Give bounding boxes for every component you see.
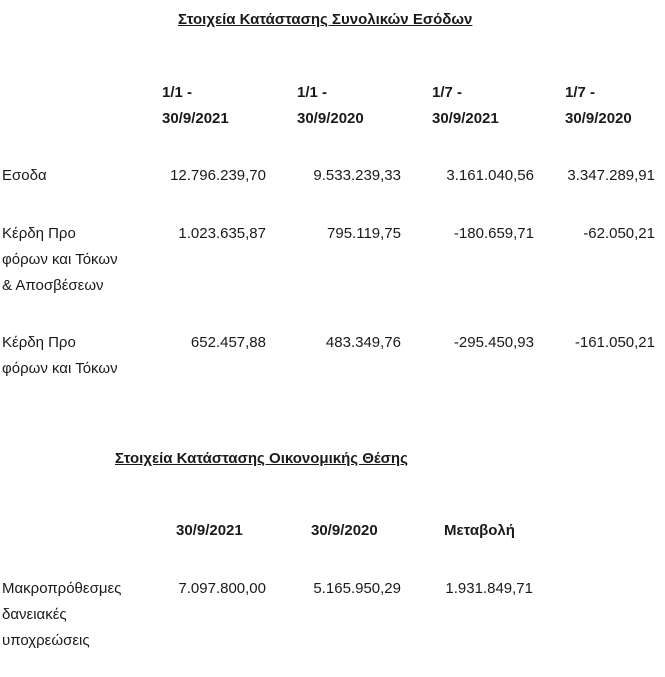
row-ebitda-value-3: -180.659,71 <box>453 225 534 242</box>
row-ebitda-value-1: 1.023.635,87 <box>178 225 266 242</box>
header-col-1-line2: 30/9/2021 <box>162 110 229 127</box>
row-ebitda-label <box>2 221 118 299</box>
header-col-1-line1: 1/1 - <box>162 84 193 101</box>
header-col-3 <box>432 80 499 132</box>
header-col-3-line1: 1/7 - <box>432 84 463 101</box>
row-revenue-value-1: 12.796.239,70 <box>170 167 266 184</box>
row-revenue-label <box>2 163 47 189</box>
row-borrowings-value-2: 5.165.950,29 <box>313 580 401 597</box>
income-statement-title: Στοιχεία Κατάστασης Συνολικών Εσόδων <box>178 11 473 28</box>
row-ebitda-value-4: -62.050,21 <box>583 225 655 242</box>
row-borrowings-label <box>2 576 121 654</box>
header-col-4-line1: 1/7 - <box>565 84 596 101</box>
row-revenue-value-3: 3.161.040,56 <box>446 167 534 184</box>
header-col-3-line2: 30/9/2021 <box>432 110 499 127</box>
row-ebit-label-line1: Κέρδη Προ <box>2 334 76 351</box>
row-ebit-value-1: 652.457,88 <box>190 334 266 351</box>
row-ebit-value-4: -161.050,21 <box>574 334 655 351</box>
row-revenue-value-2: 9.533.239,33 <box>313 167 401 184</box>
row-ebit-label-line2: φόρων και Τόκων <box>2 360 118 377</box>
row-borrowings-value-3: 1.931.849,71 <box>445 580 533 597</box>
row-borrowings-value-1: 7.097.800,00 <box>178 580 266 597</box>
row-ebitda-label-line2: φόρων και Τόκων <box>2 251 118 268</box>
row-revenue-value-4: 3.347.289,91 <box>567 167 655 184</box>
row-ebit-value-3: -295.450,93 <box>453 334 534 351</box>
header-col-4 <box>565 80 632 132</box>
row-revenue-label-line1: Εσοδα <box>2 167 47 184</box>
row-borrowings-label-line1: Μακροπρόθεσμες <box>2 580 122 597</box>
header-col-2-line2: 30/9/2020 <box>297 110 364 127</box>
row-borrowings-label-line3: υποχρεώσεις <box>2 632 90 649</box>
fp-header-col-1: 30/9/2021 <box>176 522 243 539</box>
row-ebitda-value-2: 795.119,75 <box>327 225 401 242</box>
header-col-2 <box>297 80 364 132</box>
header-col-4-line2: 30/9/2020 <box>565 110 632 127</box>
row-ebit-label <box>2 330 118 382</box>
row-ebitda-label-line1: Κέρδη Προ <box>2 225 76 242</box>
header-col-1 <box>162 80 229 132</box>
fp-header-col-3: Μεταβολή <box>444 522 515 539</box>
financial-position-title: Στοιχεία Κατάστασης Οικονομικής Θέσης <box>115 450 408 467</box>
row-borrowings-label-line2: δανειακές <box>2 606 67 623</box>
fp-header-col-2: 30/9/2020 <box>311 522 378 539</box>
header-col-2-line1: 1/1 - <box>297 84 328 101</box>
row-ebit-value-2: 483.349,76 <box>325 334 401 351</box>
row-ebitda-label-line3: & Αποσβέσεων <box>2 277 104 294</box>
